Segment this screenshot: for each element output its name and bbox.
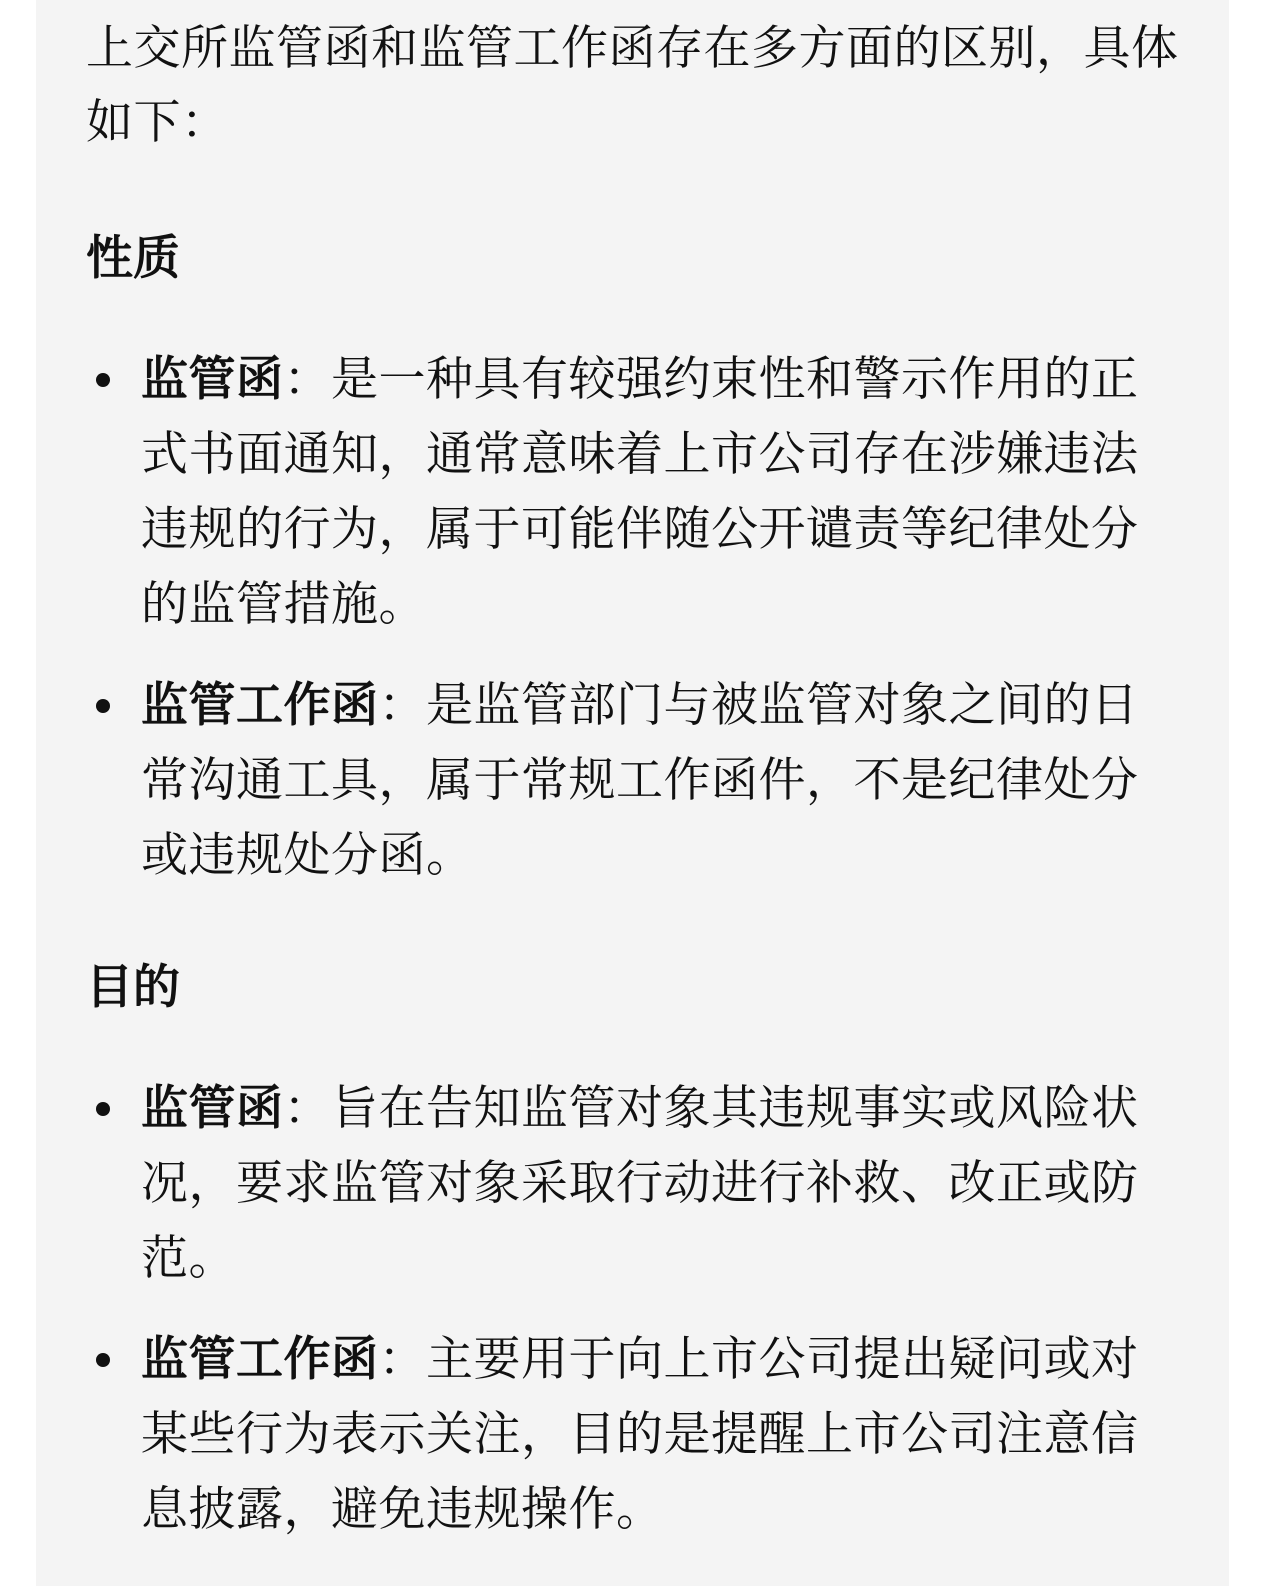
- list-item-text: 旨在告知监管对象其违规事实或风险状况，要求监管对象采取行动进行补救、改正或防范。: [141, 1081, 1139, 1286]
- message-card: [36, 0, 1229, 1586]
- list-item: [86, 1322, 1141, 1547]
- list-item-text: 是监管部门与被监管对象之间的日常沟通工具，属于常规工作函件，不是纪律处分或违规处分函。: [141, 678, 1139, 883]
- intro-text: 上交所监管函和监管工作函存在多方面的区别，具体如下：: [86, 21, 1179, 150]
- list-item-term: 监管工作函: [141, 1332, 379, 1387]
- section-title-purpose: 目的: [86, 960, 180, 1015]
- list-item-term: 监管函: [141, 352, 284, 407]
- purpose-list: [86, 1071, 1186, 1547]
- list-item-separator: ：: [378, 678, 426, 733]
- list-item: [86, 1071, 1141, 1296]
- list-item-separator: ：: [283, 1081, 331, 1136]
- nature-list: [86, 342, 1186, 893]
- list-item-text: 主要用于向上市公司提出疑问或对某些行为表示关注，目的是提醒上市公司注意信息披露，避免违规操作。: [141, 1332, 1139, 1537]
- list-item: [86, 342, 1141, 642]
- list-item-term: 监管工作函: [141, 678, 379, 733]
- list-item-text: 是一种具有较强约束性和警示作用的正式书面通知，通常意味着上市公司存在涉嫌违法违规的行为，属于可能伴随公开谴责等纪律处分的监管措施。: [141, 352, 1139, 632]
- list-item-separator: ：: [283, 352, 331, 407]
- list-item-separator: ：: [378, 1332, 426, 1387]
- list-item: [86, 668, 1141, 893]
- message-content: [86, 12, 1186, 1547]
- list-item-term: 监管函: [141, 1081, 284, 1136]
- section-title-nature: 性质: [86, 231, 180, 286]
